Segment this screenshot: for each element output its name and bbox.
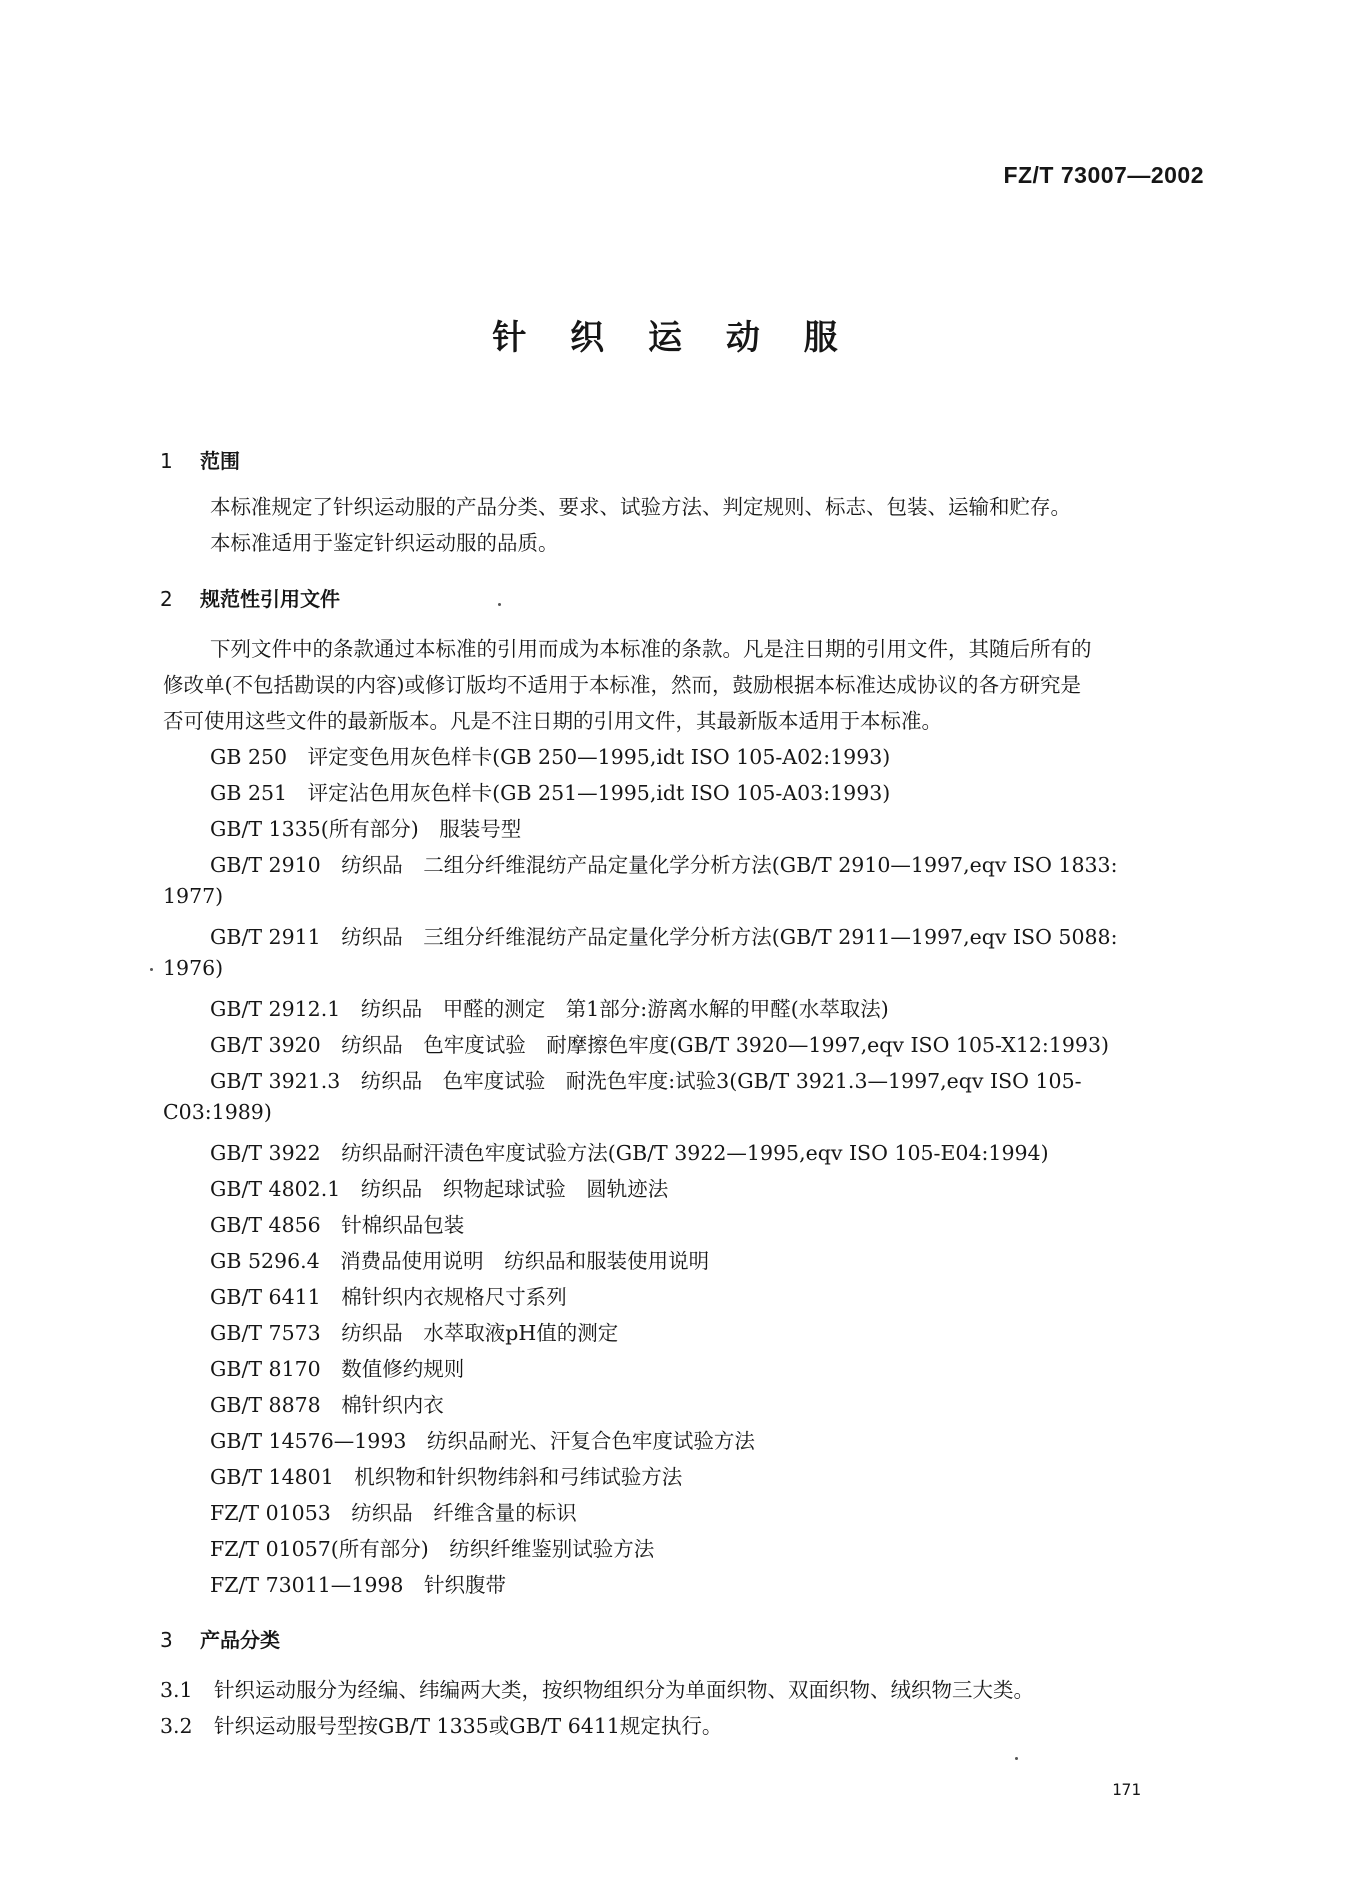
reference-item: GB/T 8170 数值修约规则 <box>210 1357 465 1381</box>
section-title: 产品分类 <box>200 1628 280 1652</box>
standard-code: FZ/T 73007—2002 <box>1003 162 1204 188</box>
reference-item-continuation: C03:1989) <box>163 1100 272 1124</box>
reference-item: GB/T 4802.1 纺织品 织物起球试验 圆轨迹法 <box>210 1177 669 1201</box>
reference-item: GB/T 8878 棉针织内衣 <box>210 1393 444 1417</box>
reference-item: GB/T 2912.1 纺织品 甲醛的测定 第1部分:游离水解的甲醛(水萃取法) <box>210 997 889 1021</box>
reference-item: FZ/T 01057(所有部分) 纺织纤维鉴别试验方法 <box>210 1537 655 1561</box>
reference-item: GB/T 14801 机织物和针织物纬斜和弓纬试验方法 <box>210 1465 683 1489</box>
reference-item: GB/T 2911 纺织品 三组分纤维混纺产品定量化学分析方法(GB/T 2911—1997,eqv ISO 5088: <box>210 925 1118 949</box>
reference-item: GB/T 6411 棉针织内衣规格尺寸系列 <box>210 1285 567 1309</box>
reference-item: GB/T 14576—1993 纺织品耐光、汗复合色牢度试验方法 <box>210 1429 755 1453</box>
paragraph-line: 修改单(不包括勘误的内容)或修订版均不适用于本标准，然而，鼓励根据本标准达成协议的各方研究是 <box>163 673 1081 697</box>
paragraph-line: 下列文件中的条款通过本标准的引用而成为本标准的条款。凡是注日期的引用文件，其随后所有的 <box>210 637 1092 661</box>
document-title: 针 织 运 动 服 <box>492 318 854 358</box>
clause-text: 针织运动服号型按GB/T 1335或GB/T 6411规定执行。 <box>214 1714 723 1738</box>
reference-item: GB/T 4856 针棉织品包装 <box>210 1213 465 1237</box>
reference-item: GB/T 7573 纺织品 水萃取液pH值的测定 <box>210 1321 619 1345</box>
section-heading-classification <box>160 1624 280 1653</box>
reference-item: GB 250 评定变色用灰色样卡(GB 250—1995,idt ISO 105-A02:1993) <box>210 745 891 769</box>
section-number: 2 <box>160 587 173 611</box>
clause-number: 3.2 <box>160 1714 193 1738</box>
section-number: 1 <box>160 449 173 473</box>
clause-3-1 <box>160 1673 1034 1703</box>
clause-text: 针织运动服分为经编、纬编两大类，按织物组织分为单面织物、双面织物、绒织物三大类。 <box>214 1678 1034 1702</box>
reference-item: GB/T 1335(所有部分) 服装号型 <box>210 817 522 841</box>
reference-item-continuation: 1977) <box>163 884 224 908</box>
section-title: 范围 <box>200 449 240 473</box>
reference-item: GB/T 3922 纺织品耐汗渍色牢度试验方法(GB/T 3922—1995,eqv ISO 105-E04:1994) <box>210 1141 1049 1165</box>
paragraph-line: 否可使用这些文件的最新版本。凡是不注日期的引用文件，其最新版本适用于本标准。 <box>163 709 942 733</box>
reference-item: FZ/T 01053 纺织品 纤维含量的标识 <box>210 1501 577 1525</box>
reference-item: FZ/T 73011—1998 针织腹带 <box>210 1573 506 1597</box>
section-number: 3 <box>160 1628 173 1652</box>
scan-speck <box>150 968 153 971</box>
section-heading-normative-refs <box>160 583 340 612</box>
reference-item: GB 5296.4 消费品使用说明 纺织品和服装使用说明 <box>210 1249 710 1273</box>
reference-item: GB/T 2910 纺织品 二组分纤维混纺产品定量化学分析方法(GB/T 2910—1997,eqv ISO 1833: <box>210 853 1118 877</box>
reference-item: GB/T 3920 纺织品 色牢度试验 耐摩擦色牢度(GB/T 3920—1997,eqv ISO 105-X12:1993) <box>210 1033 1109 1057</box>
scan-speck <box>1015 1757 1018 1760</box>
paragraph: 本标准规定了针织运动服的产品分类、要求、试验方法、判定规则、标志、包装、运输和贮存。 <box>210 495 1071 519</box>
clause-number: 3.1 <box>160 1678 193 1702</box>
paragraph: 本标准适用于鉴定针织运动服的品质。 <box>210 531 559 555</box>
page-number: 171 <box>1112 1780 1141 1799</box>
section-heading-scope <box>160 445 240 474</box>
reference-item: GB 251 评定沾色用灰色样卡(GB 251—1995,idt ISO 105-A03:1993) <box>210 781 891 805</box>
section-title: 规范性引用文件 <box>200 587 340 611</box>
clause-3-2 <box>160 1709 722 1739</box>
reference-item-continuation: 1976) <box>163 956 224 980</box>
scan-speck <box>498 603 501 606</box>
reference-item: GB/T 3921.3 纺织品 色牢度试验 耐洗色牢度:试验3(GB/T 3921.3—1997,eqv ISO 105- <box>210 1069 1082 1093</box>
